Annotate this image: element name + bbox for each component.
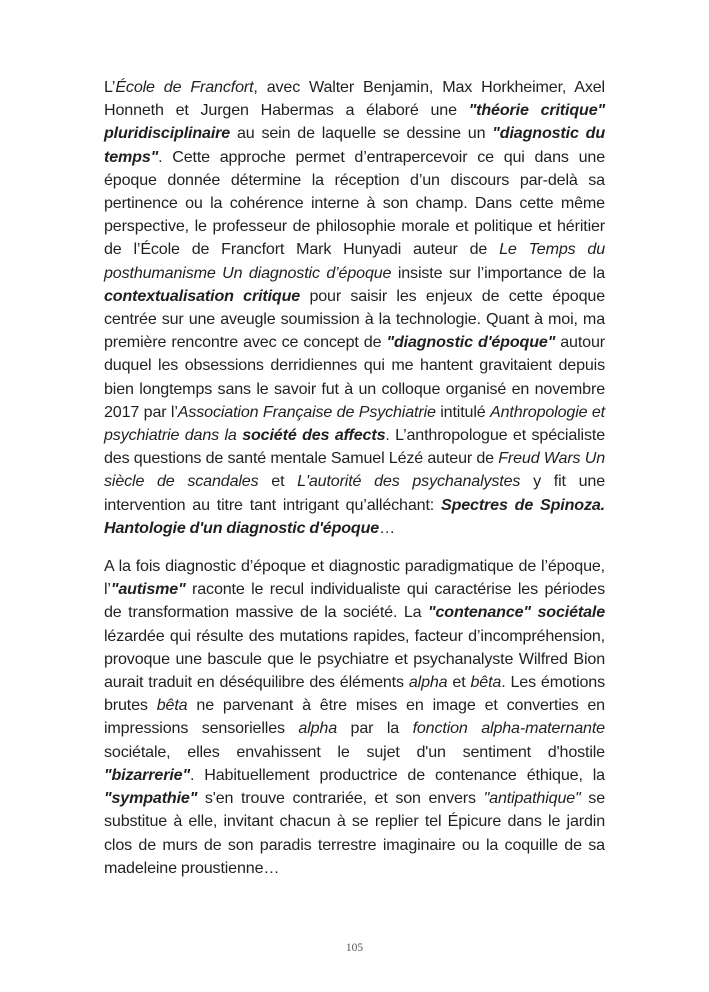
text-run: se substitue à elle, invitant chacun à se replier tel Épicure dans le jardin clos de murs de son paradis terrestre imaginaire ou la coquille de sa madeleine proustienne…	[104, 789, 605, 877]
text-run: y fit une intervention au titre tant intrigant qu’alléchant:	[104, 472, 605, 514]
text-run: . Cette approche permet d’entrapercevoir ce qui dans une époque donnée détermine la réception d’un discours par-delà sa pertinence ou la cohérence interne à son champ. Dans cette même perspective, le professeur de philosophie morale et politique et héritier de l’École de Francfort Mark Hunyadi auteur de	[104, 147, 605, 259]
italic-run: Anthropologie et psychiatrie dans la	[104, 402, 605, 445]
italic-run: "antipathique"	[483, 789, 581, 808]
text-run: et	[258, 472, 298, 491]
emphasis-run: société des affects	[242, 426, 386, 445]
emphasis-run: "autisme"	[110, 580, 186, 599]
italic-run: L'autorité des psychanalystes	[297, 472, 521, 491]
text-run: , avec Walter Benjamin, Max Horkheimer, Axel Honneth et Jurgen Habermas a élaboré une	[104, 78, 605, 120]
emphasis-run: "sympathie"	[104, 789, 198, 808]
emphasis-run: "bizarrerie"	[104, 765, 190, 784]
italic-run: Association Française de Psychiatrie	[177, 402, 436, 421]
paragraph	[104, 555, 605, 880]
emphasis-run: "théorie critique" pluridisciplinaire	[104, 101, 605, 143]
emphasis-run: "contenance" sociétale	[428, 603, 605, 622]
text-run: intitulé	[435, 402, 491, 421]
text-run: s'en trouve contrariée, et son envers	[197, 789, 484, 808]
text-run: autour duquel les obsessions derridiennes qui me hantent gravitaient depuis bien longtemps sans le savoir fut à un colloque organisé en novembre 2017 par l’	[104, 333, 605, 421]
paragraph	[104, 76, 605, 540]
text-run: et	[447, 673, 471, 692]
emphasis-run: contextualisation critique	[104, 286, 301, 305]
italic-run: bêta	[470, 673, 502, 692]
italic-run: École de Francfort	[115, 78, 254, 96]
text-run: . L’anthropologue et spécialiste des questions de santé mentale Samuel Lézé auteur de	[104, 426, 605, 468]
text-run: insiste sur l’importance de la	[391, 263, 605, 282]
text-run: . Habituellement productrice de contenance éthique, la	[189, 765, 605, 784]
italic-run: bêta	[156, 696, 188, 715]
text-run: A la fois diagnostic d’époque et diagnostic paradigmatique de l’époque, l’	[104, 557, 605, 599]
italic-run: Le Temps du posthumanisme Un diagnostic d’époque	[104, 240, 605, 282]
text-run: . Les émotions brutes	[104, 673, 606, 715]
emphasis-run: Spectres de Spinoza. Hantologie d'un diagnostic d'époque	[104, 495, 605, 537]
text-run: L’	[104, 78, 116, 96]
italic-run: Freud Wars Un siècle de scandales	[104, 449, 606, 491]
page-number: 105	[345, 942, 364, 954]
text-run: …	[379, 518, 396, 537]
italic-run: alpha	[408, 673, 448, 692]
text-run: pour saisir les enjeux de cette époque centrée sur une aveugle soumission à la technologie. Quant à moi, ma première rencontre avec ce concept de	[104, 286, 606, 352]
page-body	[104, 76, 605, 880]
emphasis-run: "diagnostic du temps"	[104, 124, 605, 166]
text-run: au sein de laquelle se dessine un	[230, 124, 493, 143]
text-run: raconte le recul individualiste qui caractérise les périodes de transformation massive de la société. La	[104, 580, 605, 622]
text-run: ne parvenant à être mises en image et converties en impressions sensorielles	[104, 696, 605, 738]
emphasis-run: "diagnostic d'époque"	[386, 333, 556, 352]
italic-run: fonction alpha-maternante	[412, 719, 605, 738]
text-run: lézardée qui résulte des mutations rapides, facteur d’incompréhension, provoque une bascule que le psychiatre et psychanalyste Wilfred Bion aurait traduit en déséquilibre des éléments	[104, 626, 605, 692]
text-run: par la	[337, 719, 413, 738]
italic-run: alpha	[298, 719, 338, 738]
text-run: sociétale, elles envahissent le sujet d'un sentiment d'hostile	[104, 742, 605, 761]
